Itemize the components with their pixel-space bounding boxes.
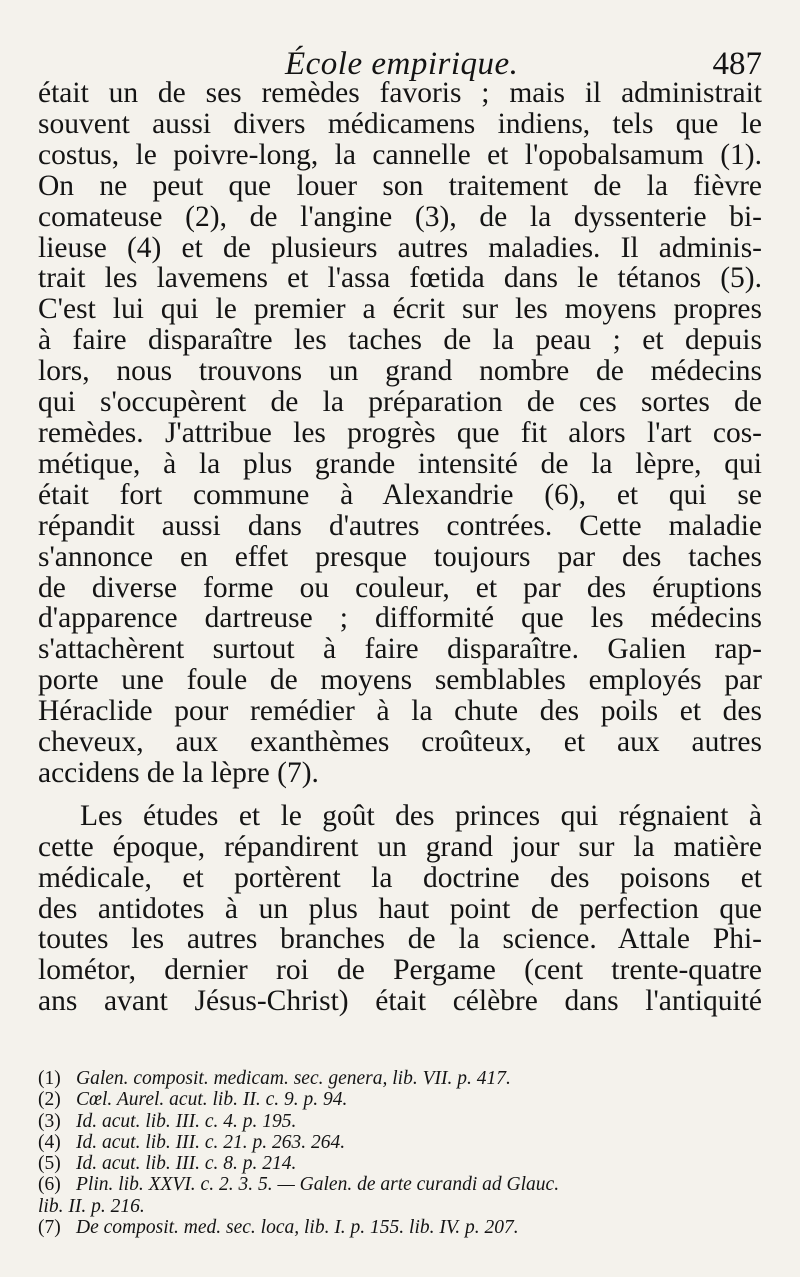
footnotes bbox=[38, 1068, 764, 1238]
text-line: trait les lavemens et l'assa fœtida dans le tétanos (5). bbox=[38, 262, 762, 295]
footnote-number: (1) bbox=[38, 1068, 61, 1089]
text-line: était fort commune à Alexandrie (6), et qui se bbox=[38, 478, 762, 511]
text-line: cette époque, répandirent un grand jour sur la matière bbox=[38, 830, 762, 863]
text-line: médicale, et portèrent la doctrine des poisons et bbox=[38, 861, 762, 894]
footnote-text: De composit. med. sec. loca, lib. I. p. 155. lib. IV. p. 207. bbox=[76, 1217, 519, 1239]
footnote-number: (3) bbox=[38, 1110, 61, 1132]
footnote-text: Cœl. Aurel. acut. lib. II. c. 9. p. 94. bbox=[76, 1089, 348, 1111]
footnote bbox=[38, 1217, 764, 1238]
footnote bbox=[38, 1111, 764, 1132]
text-line: lométor, dernier roi de Pergame (cent trente-quatre bbox=[38, 954, 762, 987]
text-line: C'est lui qui le premier a écrit sur les moyens propres bbox=[38, 293, 762, 326]
footnote-number: (4) bbox=[38, 1131, 61, 1153]
footnote bbox=[38, 1068, 764, 1089]
text-line: porte une foule de moyens semblables employés par bbox=[38, 664, 762, 697]
footnote bbox=[38, 1174, 764, 1195]
text-line: répandit aussi dans d'autres contrées. Cette maladie bbox=[38, 509, 762, 542]
text-line: métique, à la plus grande intensité de la lèpre, qui bbox=[38, 447, 762, 480]
text-line: Héraclide pour remédier à la chute des poils et des bbox=[38, 695, 762, 728]
paragraph-2 bbox=[38, 801, 762, 1017]
footnote-text: Id. acut. lib. III. c. 8. p. 214. bbox=[76, 1153, 297, 1175]
text-line: lieuse (4) et de plusieurs autres maladies. Il adminis- bbox=[38, 231, 762, 264]
text-line: s'annonce en effet presque toujours par des taches bbox=[38, 540, 762, 573]
text-line: lors, nous trouvons un grand nombre de médecins bbox=[38, 355, 762, 388]
paragraph-1 bbox=[38, 78, 762, 789]
main-text bbox=[38, 78, 762, 1017]
footnote bbox=[38, 1153, 764, 1174]
footnote-number: (5) bbox=[38, 1153, 61, 1175]
text-line: souvent aussi divers médicamens indiens, tels que le bbox=[38, 107, 762, 140]
text-line: remèdes. J'attribue les progrès que fit alors l'art cos- bbox=[38, 416, 762, 449]
text-line: ans avant Jésus-Christ) était célèbre dans l'antiquité bbox=[38, 985, 762, 1018]
text-line: Les études et le goût des princes qui régnaient à bbox=[80, 799, 762, 832]
footnote-number: (7) bbox=[38, 1217, 61, 1239]
text-line: de diverse forme ou couleur, et par des éruptions bbox=[38, 571, 762, 604]
text-line: qui s'occupèrent de la préparation de ces sortes de bbox=[38, 386, 762, 419]
text-line: des antidotes à un plus haut point de perfection que bbox=[38, 892, 762, 925]
footnote-number: (2) bbox=[38, 1089, 61, 1111]
footnote-number: (6) bbox=[38, 1174, 61, 1196]
text-line: comateuse (2), de l'angine (3), de la dyssenterie bi- bbox=[38, 200, 762, 233]
footnote-continuation: lib. II. p. 216. bbox=[38, 1195, 145, 1217]
text-line: accidens de la lèpre (7). bbox=[38, 756, 319, 789]
page-number: 487 bbox=[712, 46, 762, 82]
text-line: On ne peut que louer son traitement de la fièvre bbox=[38, 169, 762, 202]
text-line: s'attachèrent surtout à faire disparaître. Galien rap- bbox=[38, 633, 762, 666]
text-line: était un de ses remèdes favoris ; mais il administrait bbox=[38, 77, 762, 109]
text-line: toutes les autres branches de la science. Attale Phi- bbox=[38, 923, 762, 956]
running-title: École empirique. bbox=[285, 46, 519, 82]
footnote-text: Id. acut. lib. III. c. 4. p. 195. bbox=[76, 1110, 297, 1132]
footnote-text: Id. acut. lib. III. c. 21. p. 263. 264. bbox=[76, 1131, 346, 1153]
footnote bbox=[38, 1089, 764, 1110]
text-line: cheveux, aux exanthèmes croûteux, et aux autres bbox=[38, 726, 762, 759]
text-line: d'apparence dartreuse ; difformité que les médecins bbox=[38, 602, 762, 635]
footnote-text: Galen. composit. medicam. sec. genera, lib. VII. p. 417. bbox=[76, 1068, 511, 1089]
footnote-text: Plin. lib. XXVI. c. 2. 3. 5. — Galen. de arte curandi ad Glauc. bbox=[76, 1174, 560, 1196]
text-line: costus, le poivre-long, la cannelle et l'opobalsamum (1). bbox=[38, 138, 762, 171]
text-line: à faire disparaître les taches de la peau ; et depuis bbox=[38, 324, 762, 357]
footnote bbox=[38, 1132, 764, 1153]
